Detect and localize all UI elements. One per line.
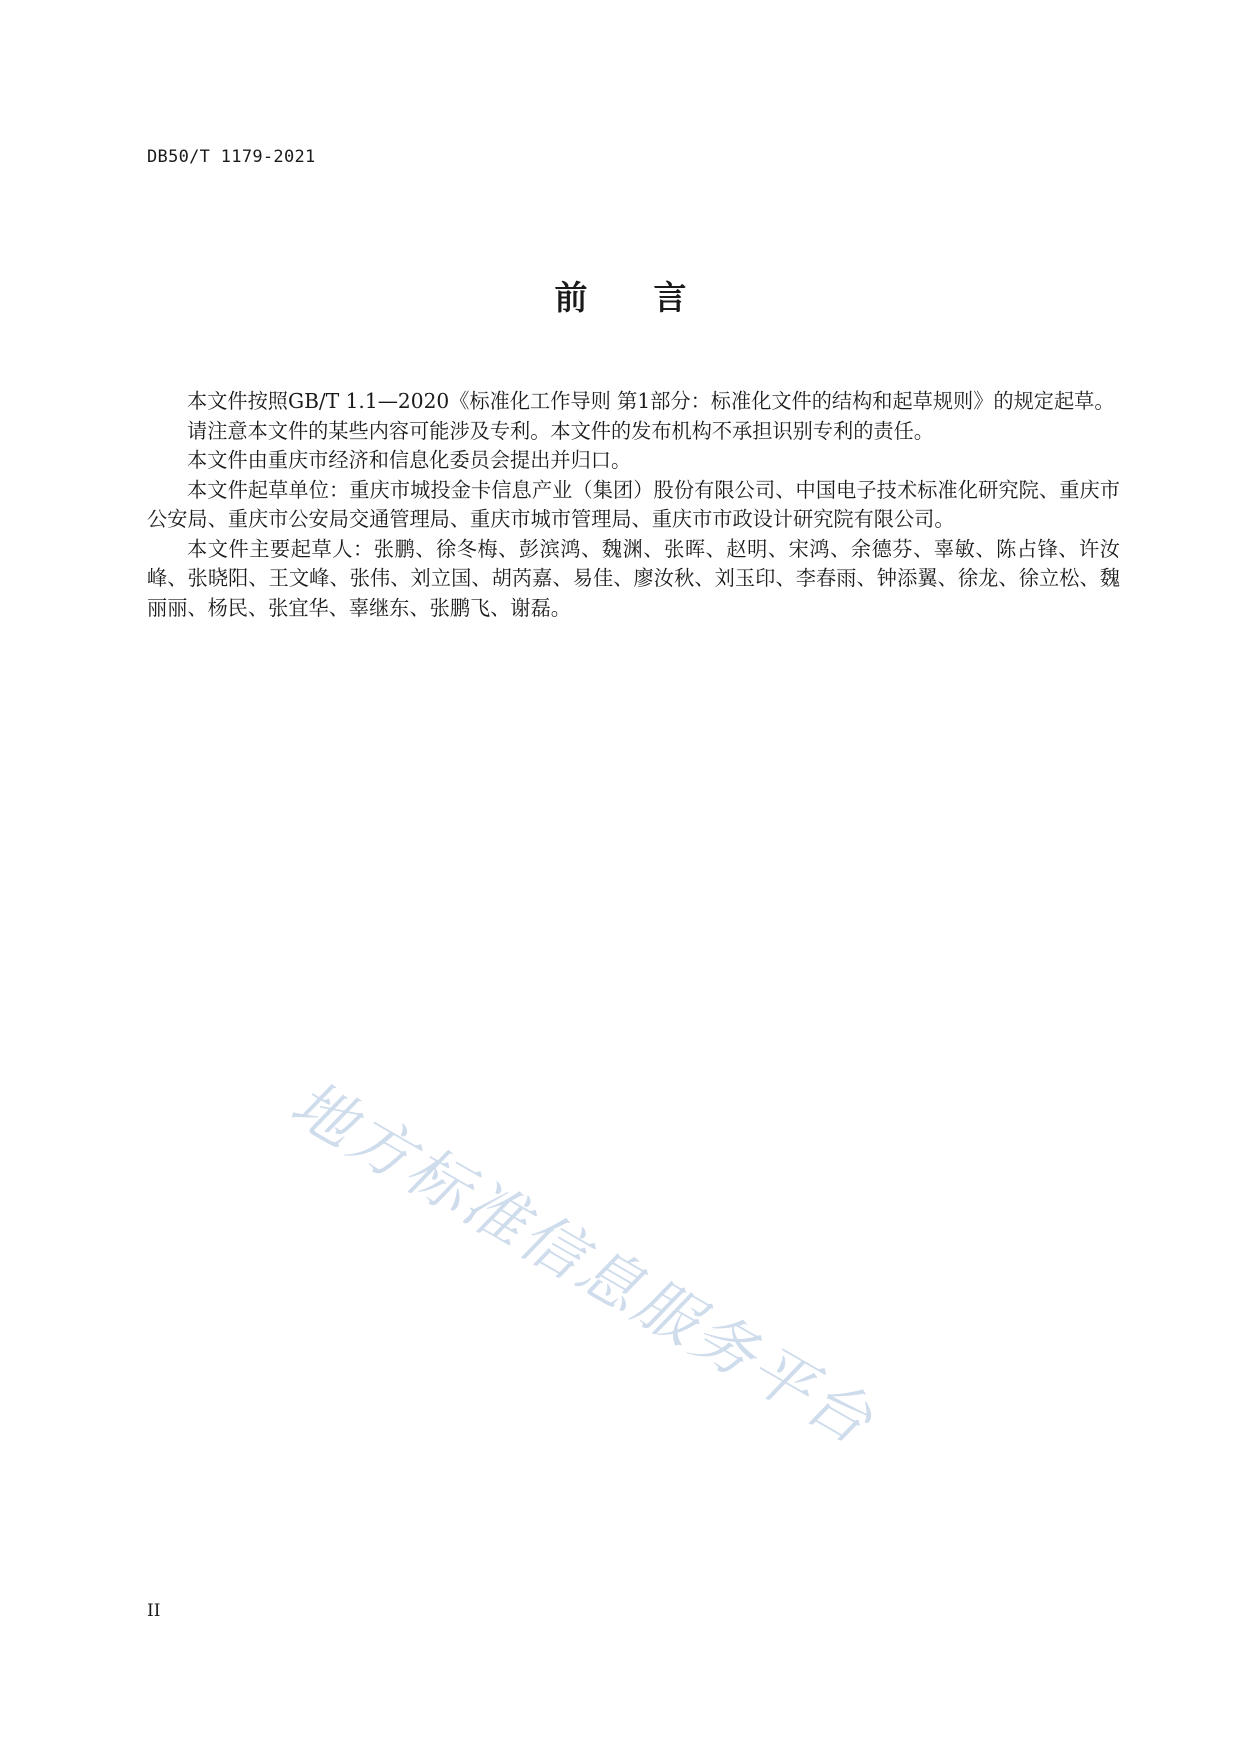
paragraph-patent-notice: 请注意本文件的某些内容可能涉及专利。本文件的发布机构不承担识别专利的责任。 xyxy=(187,418,934,443)
watermark: 地方标准信息服务平台 xyxy=(279,1066,888,1460)
section-title xyxy=(0,272,1241,319)
paragraph-drafters: 本文件主要起草人：张鹏、徐冬梅、彭滨鸿、魏渊、张晖、赵明、宋鸿、余德芬、辜敏、陈占锋、许汝峰、张晓阳、王文峰、张伟、刘立国、胡芮嘉、易佳、廖汝秋、刘玉印、李春雨、钟添翼、徐龙、徐立松、魏丽丽、杨民、张宜华、辜继东、张鹏飞、谢磊。 xyxy=(147,536,1120,620)
title-char-1: 前 xyxy=(554,278,588,317)
paragraph-standard-basis: 本文件按照GB/T 1.1—2020《标准化工作导则 第1部分：标准化文件的结构和起草规则》的规定起草。 xyxy=(187,389,1115,413)
paragraph-proposer: 本文件由重庆市经济和信息化委员会提出并归口。 xyxy=(187,448,632,472)
foreword-body xyxy=(147,387,1120,623)
document-code: DB50/T 1179-2021 xyxy=(147,147,316,167)
page-number: II xyxy=(147,1601,161,1621)
title-char-2: 言 xyxy=(653,278,687,317)
paragraph-drafting-units: 本文件起草单位：重庆市城投金卡信息产业（集团）股份有限公司、中国电子技术标准化研究院、重庆市公安局、重庆市公安局交通管理局、重庆市城市管理局、重庆市市政设计研究院有限公司。 xyxy=(147,477,1120,531)
